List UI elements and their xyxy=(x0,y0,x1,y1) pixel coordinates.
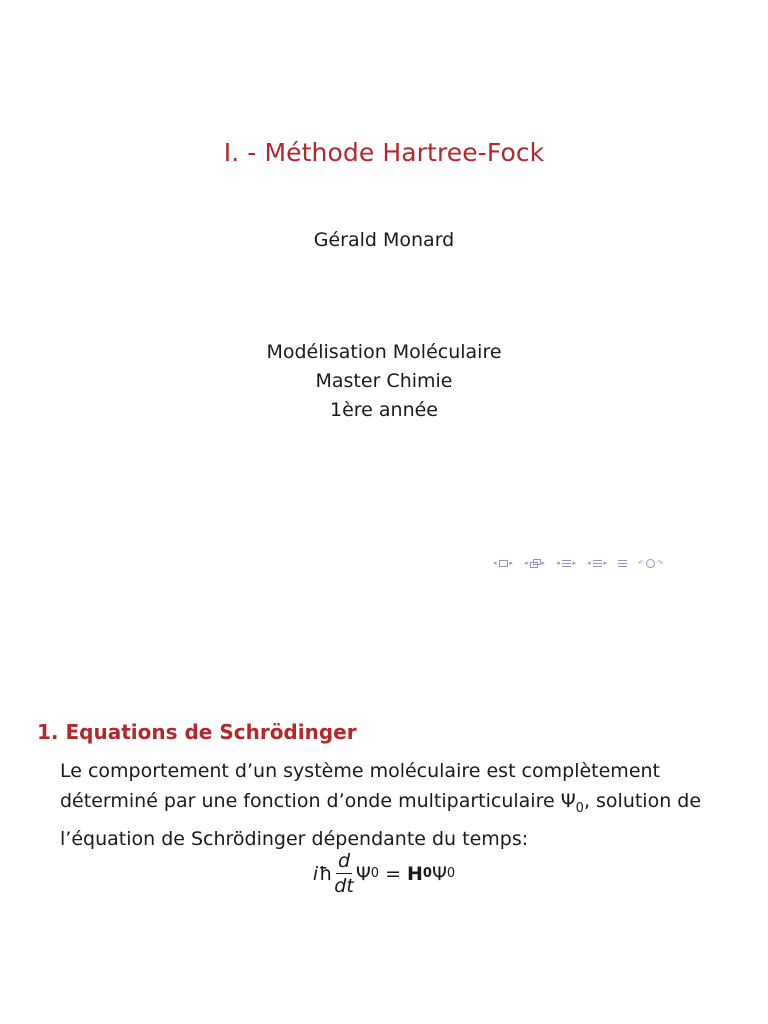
section-number: 1. xyxy=(37,720,59,744)
eq-imaginary-unit: i xyxy=(312,862,319,885)
eq-psi: Ψ xyxy=(355,862,371,885)
nav-subsection-group[interactable] xyxy=(523,559,546,567)
eq-psi-right-sub: 0 xyxy=(446,866,456,881)
eq-hamiltonian-sub: 0 xyxy=(422,866,432,881)
paragraph-line-1: Le comportement d’un système moléculaire est complètement xyxy=(60,760,660,782)
author-name: Gérald Monard xyxy=(313,229,455,251)
eq-psi-right: Ψ xyxy=(431,862,447,885)
nav-search-group[interactable] xyxy=(637,559,664,568)
nav-frame-icon[interactable] xyxy=(499,560,508,567)
nav-left-arrow-icon[interactable]: ◂ xyxy=(587,559,591,567)
nav-right-arrow-icon[interactable]: ▸ xyxy=(603,559,608,567)
section-heading xyxy=(37,720,357,744)
year-label: 1ère année xyxy=(329,399,438,421)
paragraph-line-2 xyxy=(60,786,740,824)
course-info xyxy=(0,338,768,425)
section-title: Equations de Schrödinger xyxy=(65,720,357,744)
course-name: Modélisation Moléculaire xyxy=(266,341,502,363)
nav-section-group[interactable] xyxy=(555,559,577,567)
content-slide xyxy=(0,690,768,1024)
nav-undo-icon[interactable]: ↶ xyxy=(638,559,644,567)
nav-right-arrow-icon[interactable]: ▸ xyxy=(541,559,546,567)
nav-right-arrow-icon[interactable]: ▸ xyxy=(509,559,514,567)
paragraph xyxy=(60,756,740,854)
nav-subsubsection-icon[interactable] xyxy=(593,560,602,567)
nav-left-arrow-icon[interactable]: ◂ xyxy=(493,559,497,567)
nav-section-icon[interactable] xyxy=(562,560,571,567)
eq-equals: = xyxy=(385,862,401,885)
nav-left-arrow-icon[interactable]: ◂ xyxy=(524,559,528,567)
paragraph-line-3: l’équation de Schrödinger dépendante du temps: xyxy=(60,828,529,850)
nav-right-arrow-icon[interactable]: ▸ xyxy=(572,559,577,567)
eq-derivative xyxy=(334,850,354,897)
paragraph-line-2-suffix: , solution de xyxy=(583,790,702,812)
eq-psi-sub: 0 xyxy=(370,866,380,881)
schrodinger-equation xyxy=(0,850,768,897)
slide-title: I. - Méthode Hartree-Fock xyxy=(223,138,545,167)
beamer-navigation-bar xyxy=(492,555,673,571)
eq-numerator: d xyxy=(338,850,351,872)
nav-search-icon[interactable] xyxy=(646,559,655,568)
psi-subscript: 0 xyxy=(575,801,584,816)
eq-denominator: dt xyxy=(334,875,354,897)
eq-hamiltonian: H xyxy=(406,862,423,885)
nav-frame-group[interactable] xyxy=(492,559,514,567)
nav-redo-icon[interactable]: ↷ xyxy=(657,559,663,567)
paragraph-line-2-text: déterminé par une fonction d’onde multiparticulaire Ψ xyxy=(60,790,576,812)
nav-subsubsection-group[interactable] xyxy=(586,559,608,567)
program-name: Master Chimie xyxy=(315,370,453,392)
nav-left-arrow-icon[interactable]: ◂ xyxy=(556,559,560,567)
eq-hbar: ħ xyxy=(319,862,333,885)
nav-toc-icon[interactable] xyxy=(618,560,627,567)
nav-subsection-icon[interactable] xyxy=(530,559,540,567)
nav-toc-group[interactable] xyxy=(617,560,628,567)
